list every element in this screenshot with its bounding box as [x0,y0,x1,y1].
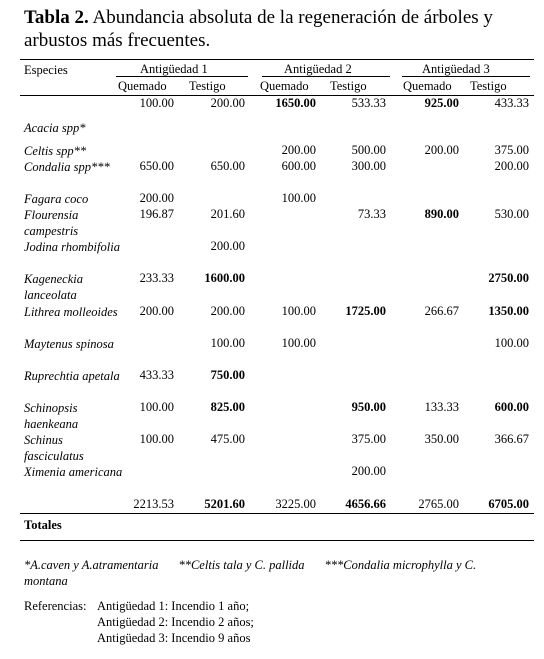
subheader-testigo-3: Testigo [470,79,507,93]
table-title [24,6,534,52]
total-cell: 2213.53 [133,497,174,511]
table-cell: 1650.00 [275,96,316,110]
total-cell: 2765.00 [418,497,459,511]
table-cell: 73.33 [357,207,386,221]
subheader-testigo-1: Testigo [189,79,226,93]
table-cell: 433.33 [139,368,174,382]
table-cell: 375.00 [494,143,529,157]
table-cell: 100.00 [281,191,316,205]
table-cell: 650.00 [210,159,245,173]
table-cell: 201.60 [210,207,245,221]
table-cell: 600.00 [281,159,316,173]
table-cell: 100.00 [494,336,529,350]
group-header-3: Antigüedad 3 [422,62,490,76]
species-name: Ruprechtia apetala [24,369,120,383]
species-header: Especies [24,63,68,77]
species-name: Fagara coco [24,192,89,206]
table-caption: Abundancia absoluta de la regeneración de árboles y arbustos más frecuentes. [24,7,493,51]
footnote-acacia: *A.caven y A.atramentaria [24,558,159,572]
table-label: Tabla 2. [24,7,89,28]
table-cell: 200.00 [210,304,245,318]
totals-label: Totales [24,518,62,532]
table-cell: 200.00 [351,464,386,478]
group-rule-3 [402,76,530,77]
species-name: Maytenus spinosa [24,337,114,351]
table-cell: 200.00 [210,96,245,110]
table-cell: 200.00 [494,159,529,173]
table-cell: 100.00 [139,400,174,414]
table-cell: 100.00 [139,96,174,110]
group-rule-2 [262,76,390,77]
footnote-condalia-cont: montana [24,574,68,588]
table-cell: 1600.00 [204,271,245,285]
total-cell: 3225.00 [275,497,316,511]
table-cell: 100.00 [281,304,316,318]
totals-rule-top [20,513,534,514]
table-cell: 200.00 [210,239,245,253]
table-cell: 366.67 [494,432,529,446]
table-cell: 750.00 [210,368,245,382]
table-cell: 925.00 [424,96,459,110]
footnote-celtis: **Celtis tala y C. pallida [178,558,305,572]
table-cell: 100.00 [281,336,316,350]
species-name: Celtis spp** [24,144,87,158]
top-rule [20,59,534,60]
table-cell: 475.00 [210,432,245,446]
reference-line-3: Antigüedad 3: Incendio 9 años [97,631,251,645]
species-name: Lithrea molleoides [24,305,118,319]
table-cell: 650.00 [139,159,174,173]
reference-line-1: Antigüedad 1: Incendio 1 año; [97,599,250,613]
subheader-quemado-2: Quemado [260,79,309,93]
reference-line-2: Antigüedad 2: Incendio 2 años; [97,615,254,629]
table-cell: 100.00 [139,432,174,446]
table-cell: 2750.00 [488,271,529,285]
table-cell: 200.00 [139,191,174,205]
table-cell: 233.33 [139,271,174,285]
group-rule-1 [116,76,248,77]
table-cell: 1725.00 [345,304,386,318]
species-name: Jodina rhombifolia [24,240,120,254]
species-name: Schinus fasciculatus [24,433,84,463]
species-name: Schinopsis haenkeana [24,401,79,431]
species-name: Acacia spp* [24,121,86,135]
table-cell: 533.33 [351,96,386,110]
table-cell: 825.00 [210,400,245,414]
table-cell: 530.00 [494,207,529,221]
table-cell: 200.00 [139,304,174,318]
table-cell: 890.00 [424,207,459,221]
total-cell: 6705.00 [488,497,529,511]
species-name: Kageneckia lanceolata [24,272,84,302]
subheader-quemado-1: Quemado [118,79,167,93]
table-cell: 300.00 [351,159,386,173]
table-cell: 196.87 [139,207,174,221]
table-cell: 433.33 [494,96,529,110]
footnote-condalia: ***Condalia microphylla y C. [324,558,477,572]
table-cell: 133.33 [424,400,459,414]
subheader-quemado-3: Quemado [403,79,452,93]
total-cell: 5201.60 [204,497,245,511]
table-cell: 1350.00 [488,304,529,318]
table-cell: 375.00 [351,432,386,446]
table-cell: 100.00 [210,336,245,350]
footnote-line-1 [24,557,476,573]
table-cell: 200.00 [424,143,459,157]
table-cell: 350.00 [424,432,459,446]
footnote-line-2 [24,573,68,589]
references-label: Referencias: [24,599,87,613]
bottom-rule [20,540,534,541]
species-name: Condalia spp*** [24,160,110,174]
subheader-testigo-2: Testigo [330,79,367,93]
table-cell: 266.67 [424,304,459,318]
group-header-1: Antigüedad 1 [140,62,208,76]
total-cell: 4656.66 [345,497,386,511]
species-name: Ximenia americana [24,465,123,479]
table-cell: 500.00 [351,143,386,157]
table-cell: 200.00 [281,143,316,157]
table-cell: 950.00 [351,400,386,414]
group-header-2: Antigüedad 2 [284,62,352,76]
species-name: Flourensia campestris [24,208,79,238]
table-cell: 600.00 [494,400,529,414]
